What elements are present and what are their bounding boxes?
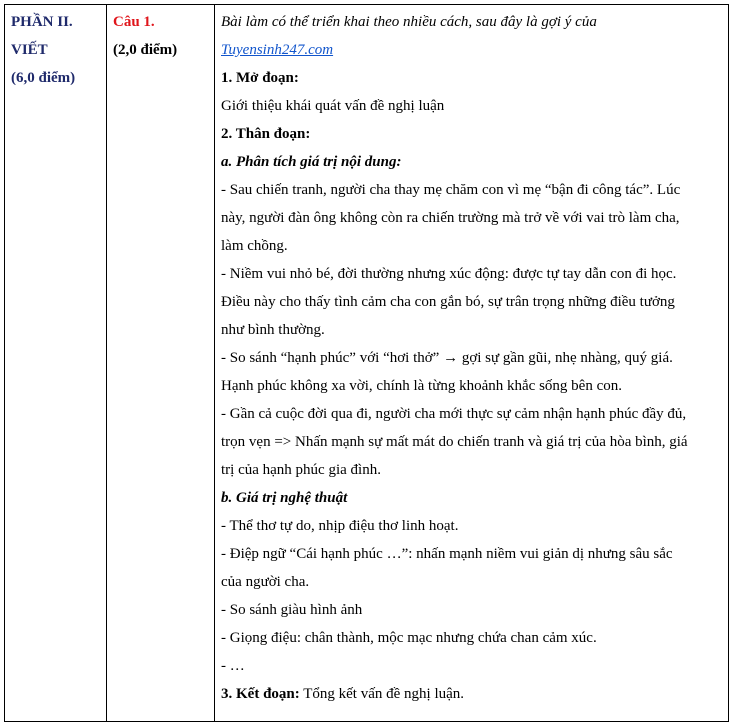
content-line: Điều này cho thấy tình cảm cha con gắn bó, sự trân trọng những điều tưởng <box>221 294 675 310</box>
content-line: làm chồng. <box>221 238 288 254</box>
content-line: này, người đàn ông không còn ra chiến trường mà trở về với vai trò làm cha, <box>221 210 680 226</box>
content-line: trị của hạnh phúc gia đình. <box>221 462 381 478</box>
closing-heading: 3. Kết đoạn: <box>221 686 300 702</box>
section-part-subtitle: VIẾT <box>11 42 48 58</box>
closing-paragraph <box>221 680 722 708</box>
art-line: - So sánh giàu hình ảnh <box>221 602 363 618</box>
content-line: Hạnh phúc không xa vời, chính là từng khoảnh khắc sống bên con. <box>221 378 622 394</box>
column-divider-1 <box>106 5 107 721</box>
intro-text: Bài làm có thể triển khai theo nhiều cách, sau đây là gợi ý của <box>221 14 597 30</box>
question-points: (2,0 điểm) <box>113 42 178 58</box>
source-link[interactable]: Tuyensinh247.com <box>221 42 334 58</box>
content-line: - Gần cả cuộc đời qua đi, người cha mới thực sự cảm nhận hạnh phúc đầy đủ, <box>221 406 687 422</box>
answer-table <box>4 4 729 722</box>
content-line: trọn vẹn => Nhấn mạnh sự mất mát do chiến tranh và giá trị của hòa bình, giá <box>221 434 688 450</box>
art-line: - … <box>221 658 245 674</box>
content-heading: a. Phân tích giá trị nội dung: <box>221 154 402 170</box>
art-heading: b. Giá trị nghệ thuật <box>221 490 348 506</box>
closing-text: Tổng kết vấn đề nghị luận. <box>299 686 465 702</box>
section-part-title: PHẦN II. <box>11 14 73 30</box>
content-line: - So sánh “hạnh phúc” với “hơi thở” → gợi sự gần gũi, nhẹ nhàng, quý giá. <box>221 350 673 366</box>
content-line: như bình thường. <box>221 322 325 338</box>
question-column <box>107 5 214 64</box>
question-label: Câu 1. <box>113 14 155 30</box>
art-line: - Giọng điệu: chân thành, mộc mạc nhưng chứa chan cảm xúc. <box>221 630 597 646</box>
body-heading: 2. Thân đoạn: <box>221 126 311 142</box>
opening-heading: 1. Mở đoạn: <box>221 70 299 86</box>
section-part-points: (6,0 điểm) <box>11 70 76 86</box>
art-line: - Thể thơ tự do, nhịp điệu thơ linh hoạt. <box>221 518 459 534</box>
opening-text: Giới thiệu khái quát vấn đề nghị luận <box>221 98 445 114</box>
art-line: của người cha. <box>221 574 310 590</box>
content-line: - Niềm vui nhỏ bé, đời thường nhưng xúc động: được tự tay dẫn con đi học. <box>221 266 677 282</box>
art-line: - Điệp ngữ “Cái hạnh phúc …”: nhấn mạnh niềm vui giản dị nhưng sâu sắc <box>221 546 673 562</box>
answer-column <box>215 5 728 708</box>
section-column <box>5 5 106 92</box>
content-line: - Sau chiến tranh, người cha thay mẹ chăm con vì mẹ “bận đi công tác”. Lúc <box>221 182 681 198</box>
